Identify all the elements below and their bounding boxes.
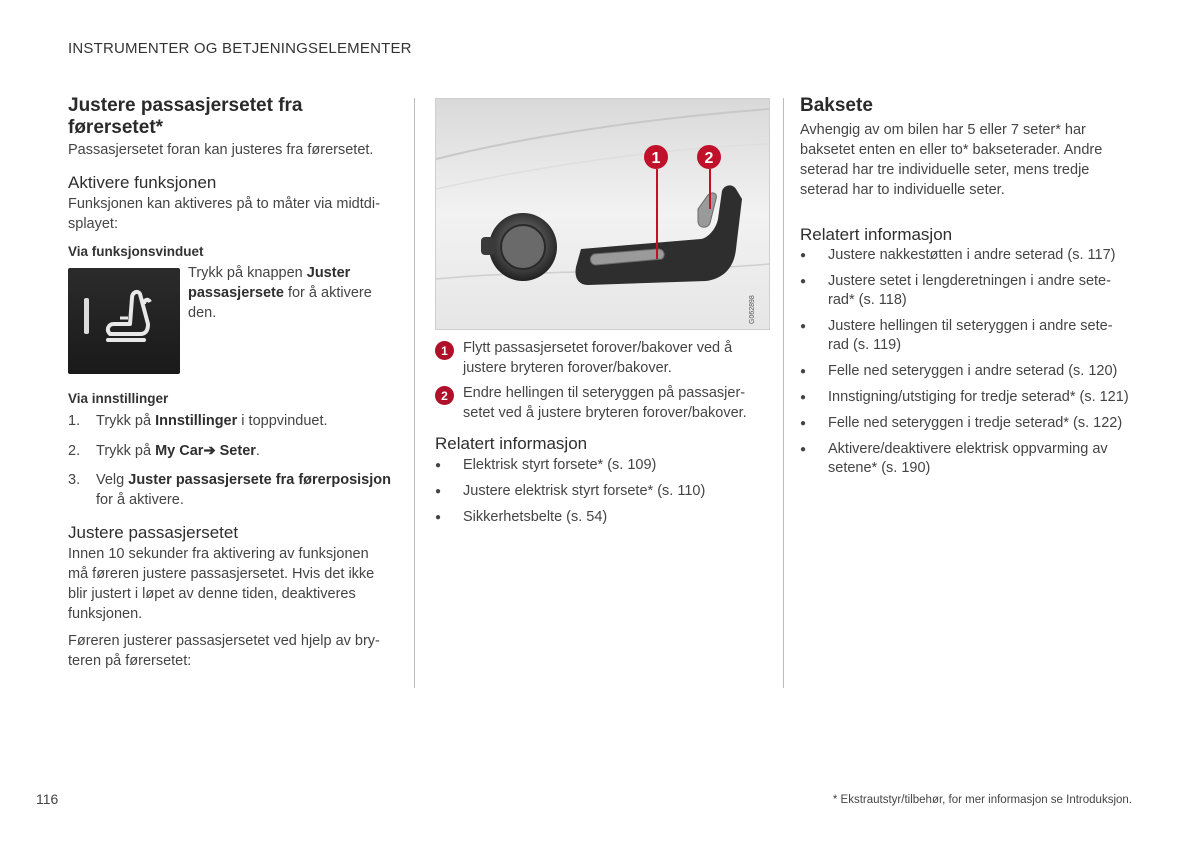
seat-switch-photo [435,98,770,330]
related-heading-right: Relatert informasjon [800,225,953,244]
callout-text: Flytt passasjersetet forover/bakover ved å justere bryteren forover/bakover. [463,340,733,376]
page-number: 116 [36,791,59,807]
callout-item [435,338,765,378]
step-highlight: My Car [155,443,204,459]
related-link[interactable]: ● Justere setet i lengderetningen i andre sete-rad* (s. 118) [800,272,1130,310]
activate-text: Funksjonen kan aktiveres på to måter via midtdi-splayet: [68,196,380,232]
settings-steps [68,411,398,510]
activate-heading: Aktivere funksjonen [68,173,217,192]
step-text: Trykk på [96,443,152,459]
section-header: INSTRUMENTER OG BETJENINGSELEMENTER [68,40,412,57]
related-link[interactable]: ● Felle ned seteryggen i tredje seterad* (s. 122) [800,414,1130,433]
step-text: i toppvinduet. [241,413,328,429]
related-link[interactable]: ● Aktivere/deaktivere elektrisk oppvarming av setene* (s. 190) [800,440,1130,478]
via-window-button-label: Juster passasjersete [188,265,351,301]
related-link[interactable]: ● Innstigning/utstiging for tredje seterad* (s. 121) [800,388,1130,407]
step-text: for å aktivere. [96,492,184,508]
adjust-paragraph-2: Føreren justerer passasjersetet ved hjelp av bry-teren på førersetet: [68,633,380,669]
callout-badge: 1 [435,341,454,360]
seat-icon [68,268,180,374]
related-list-middle [435,456,765,527]
baksete-text: Avhengig av om bilen har 5 eller 7 seter* har baksetet enten en eller to* bakseterader. Andre seterad har tre individuelle seter, mens tredje seterad har to individuelle seter. [800,122,1103,198]
column-divider-left [414,98,415,688]
intro-text: Passasjersetet foran kan justeres fra førersetet. [68,142,374,158]
via-settings-heading: Via innstillinger [68,391,169,406]
image-code: G062898 [749,295,756,324]
step-text: Velg [96,472,125,488]
seat-switch-illustration [436,99,769,329]
footnote: * Ekstrautstyr/tilbehør, for mer informasjon se Introduksjon. [832,794,1132,806]
baksete-title: Baksete [800,95,873,116]
step-highlight: Juster passasjersete fra førerposisjon [128,472,391,488]
passenger-seat-button-image [68,268,180,374]
via-window-heading: Via funksjonsvinduet [68,244,204,259]
callout-item [435,383,765,423]
callout-list [435,338,765,423]
related-list-right [800,246,1130,478]
adjust-heading: Justere passasjersetet [68,523,239,542]
related-link[interactable]: ● Elektrisk styrt forsete* (s. 109) [435,456,765,475]
arrow-icon: ➔ [203,443,216,459]
step-item [68,441,398,461]
related-link[interactable]: ● Sikkerhetsbelte (s. 54) [435,508,765,527]
related-link[interactable]: ● Justere nakkestøtten i andre seterad (s. 117) [800,246,1130,265]
related-heading-middle: Relatert informasjon [435,434,588,453]
step-item [68,470,398,510]
step-text: Trykk på [96,413,152,429]
related-link[interactable]: ● Felle ned seteryggen i andre seterad (s. 120) [800,362,1130,381]
via-window-text-post: for å aktivere den. [188,285,372,321]
via-window-text [188,263,398,323]
via-window-text-pre: Trykk på knappen [188,265,303,281]
related-link[interactable]: ● Justere hellingen til seteryggen i andre sete-rad (s. 119) [800,317,1130,355]
callout-text: Endre hellingen til seteryggen på passasjer-setet ved å justere bryteren forover/bakover. [463,385,747,421]
related-link[interactable]: ● Justere elektrisk styrt forsete* (s. 110) [435,482,765,501]
callout-2-label: 2 [704,150,714,167]
step-number: 2. [68,443,81,459]
column-divider-right [783,98,784,688]
step-number: 3. [68,472,81,488]
step-highlight: Seter [219,443,256,459]
step-item [68,411,398,431]
step-highlight: Innstillinger [155,413,238,429]
callout-1-label: 1 [651,150,661,167]
step-number: 1. [68,413,81,429]
adjust-paragraph-1: Innen 10 sekunder fra aktivering av funksjonen må føreren justere passasjersetet. Hvis det ikke blir justert i løpet av denne tiden, deaktiveres funksjonen. [68,546,375,622]
page-title: Justere passasjersetet fra førersetet* [68,95,303,138]
step-text: . [255,443,260,459]
callout-badge: 2 [435,386,454,405]
